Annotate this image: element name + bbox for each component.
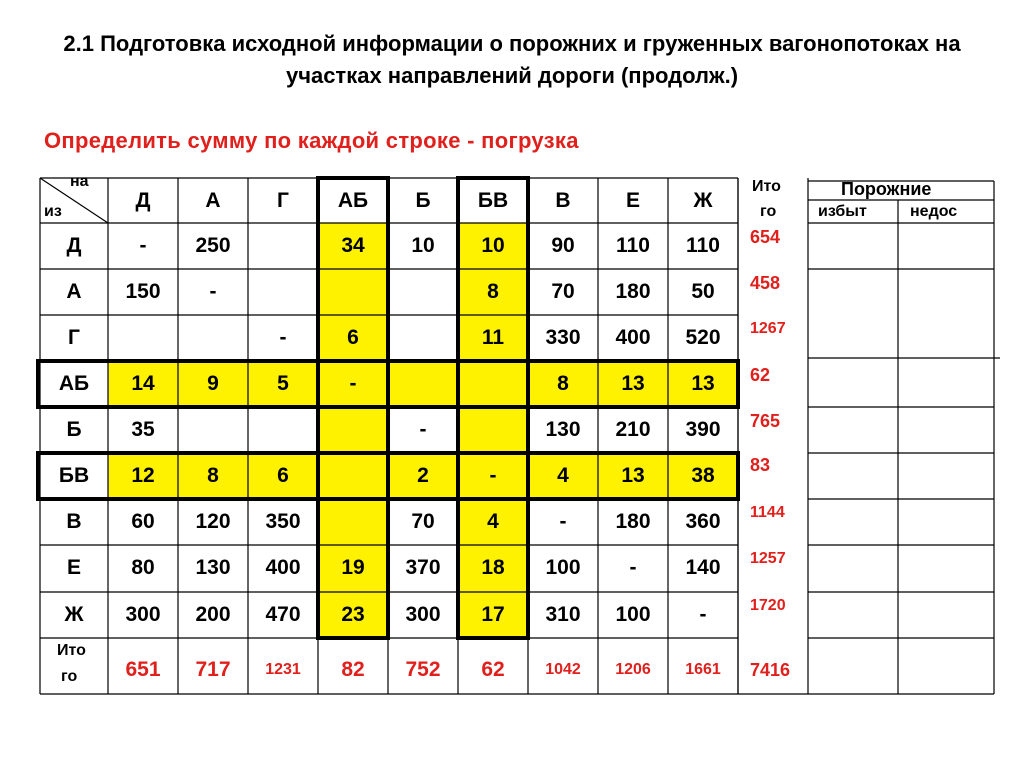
table-cell: 140	[685, 556, 721, 579]
row-total: 1257	[750, 550, 786, 567]
footer-label-line2: го	[61, 668, 78, 685]
table-cell: 100	[545, 556, 581, 579]
table-cell: 110	[686, 234, 720, 257]
corner-to-label: на	[70, 173, 89, 190]
table-cell: 300	[405, 603, 441, 626]
table-cell: 360	[685, 510, 721, 533]
column-total: 1231	[265, 661, 301, 678]
empty-shortage-header: недос	[910, 203, 958, 220]
table-cell: 400	[265, 556, 301, 579]
column-total: 62	[481, 658, 505, 681]
table-cell: 8	[557, 372, 569, 395]
table-cell: 35	[131, 418, 155, 441]
table-cell: 60	[131, 510, 155, 533]
table-cell	[318, 407, 388, 453]
table-cell: 34	[341, 234, 365, 257]
table-cell: 10	[411, 234, 435, 257]
column-header: Д	[135, 188, 151, 212]
column-header: А	[205, 188, 221, 212]
column-total: 82	[341, 658, 365, 681]
table-cell: 13	[691, 372, 715, 395]
table-cell	[318, 499, 388, 545]
table-cell: 17	[481, 603, 505, 626]
task-subtitle: Определить сумму по каждой строке - погрузка	[44, 128, 579, 153]
grand-total: 7416	[750, 659, 791, 680]
table-cell: 90	[551, 234, 575, 257]
column-header: Г	[277, 188, 289, 212]
row-label: АБ	[58, 372, 90, 395]
table-cell	[108, 315, 178, 361]
table-cell	[458, 361, 528, 407]
table-cell: 130	[195, 556, 231, 579]
table-cell	[318, 269, 388, 315]
row-total: 1144	[750, 504, 785, 521]
page-title: 2.1 Подготовка исходной информации о порожних и груженных вагонопотоках на участках направлений дороги (продолж.)	[63, 31, 961, 88]
column-header: Ж	[693, 188, 713, 212]
table-cell: 13	[621, 464, 645, 487]
table-cell: -	[699, 603, 707, 626]
table-cell: 250	[195, 234, 231, 257]
table-cell: 10	[481, 234, 505, 257]
table-cell: -	[559, 510, 567, 533]
table-cell	[388, 269, 458, 315]
column-total: 1042	[545, 661, 581, 678]
row-total: 458	[750, 272, 781, 293]
table-cell: 330	[545, 326, 581, 349]
column-header: БВ	[477, 188, 509, 212]
table-cell: 14	[131, 372, 155, 395]
table-cell: -	[419, 418, 427, 441]
table-cell	[458, 407, 528, 453]
row-total: 83	[750, 454, 771, 475]
table-cell: 6	[277, 464, 289, 487]
row-label: Г	[68, 326, 80, 349]
table-cell: 5	[277, 372, 289, 395]
table-cell: -	[279, 326, 287, 349]
table-cell: -	[489, 464, 497, 487]
column-header: Б	[415, 188, 431, 212]
table-cell: -	[209, 280, 217, 303]
table-cell: 18	[481, 556, 505, 579]
table-cell: 8	[487, 280, 499, 303]
table-cell: 50	[691, 280, 715, 303]
column-total: 1661	[685, 661, 721, 678]
row-label: БВ	[58, 464, 90, 487]
row-total: 1720	[750, 597, 786, 614]
table-cell: 4	[557, 464, 569, 487]
table-cell: 180	[615, 510, 651, 533]
column-total: 717	[195, 658, 231, 681]
table-cell: 12	[131, 464, 155, 487]
row-label: В	[66, 510, 82, 533]
table-cell: 110	[616, 234, 650, 257]
table-cell	[388, 315, 458, 361]
row-label: А	[66, 280, 82, 303]
table-cell: 8	[207, 464, 219, 487]
footer-label-line1: Ито	[57, 642, 86, 659]
table-cell: 130	[545, 418, 581, 441]
table-cell: 120	[195, 510, 231, 533]
corner-from-label: из	[44, 203, 62, 220]
table-cell: 38	[691, 464, 715, 487]
table-cell: 80	[131, 556, 155, 579]
table-cell	[248, 223, 318, 269]
column-total: 752	[405, 658, 441, 681]
table-cell: 2	[417, 464, 429, 487]
table-cell: 100	[615, 603, 651, 626]
row-label: Б	[66, 418, 82, 441]
empty-header: Порожние	[841, 179, 932, 199]
column-header: Е	[625, 188, 640, 212]
column-total: 1206	[615, 661, 651, 678]
table-cell: 370	[405, 556, 441, 579]
table-cell: 310	[545, 603, 581, 626]
table-cell	[248, 269, 318, 315]
table-cell: 350	[265, 510, 301, 533]
table-cell: 400	[615, 326, 651, 349]
table-cell: 210	[615, 418, 651, 441]
table-cell: 300	[125, 603, 161, 626]
table-cell	[178, 315, 248, 361]
table-cell: 70	[551, 280, 575, 303]
table-cell: 390	[685, 418, 721, 441]
totals-header-line2: го	[760, 203, 777, 220]
table-cell: 11	[481, 326, 505, 349]
empty-surplus-header: избыт	[818, 203, 867, 220]
row-total: 765	[750, 410, 781, 431]
row-total: 654	[750, 226, 781, 247]
row-label: Д	[66, 234, 82, 257]
table-cell: 200	[195, 603, 231, 626]
column-header: АБ	[337, 188, 369, 212]
row-label: Ж	[64, 603, 84, 626]
column-header: В	[555, 188, 571, 212]
table-cell	[178, 407, 248, 453]
table-cell	[388, 361, 458, 407]
table-cell: 470	[265, 603, 301, 626]
table-cell: 23	[341, 603, 365, 626]
row-total: 62	[750, 364, 771, 385]
table-cell: -	[629, 556, 637, 579]
totals-header-line1: Ито	[752, 178, 781, 195]
table-cell: 150	[125, 280, 161, 303]
table-cell: 70	[411, 510, 435, 533]
table-cell: 9	[207, 372, 219, 395]
row-label: Е	[66, 556, 81, 579]
table-cell: 19	[341, 556, 365, 579]
table-cell: 520	[685, 326, 721, 349]
table-cell: 6	[347, 326, 359, 349]
table-cell	[248, 407, 318, 453]
table-cell: 4	[487, 510, 499, 533]
column-total: 651	[125, 658, 161, 681]
row-total: 1267	[750, 320, 786, 337]
table-cell	[318, 453, 388, 499]
table-cell: 13	[621, 372, 645, 395]
table-cell: 180	[615, 280, 651, 303]
table-cell: -	[139, 234, 147, 257]
table-cell: -	[349, 372, 357, 395]
